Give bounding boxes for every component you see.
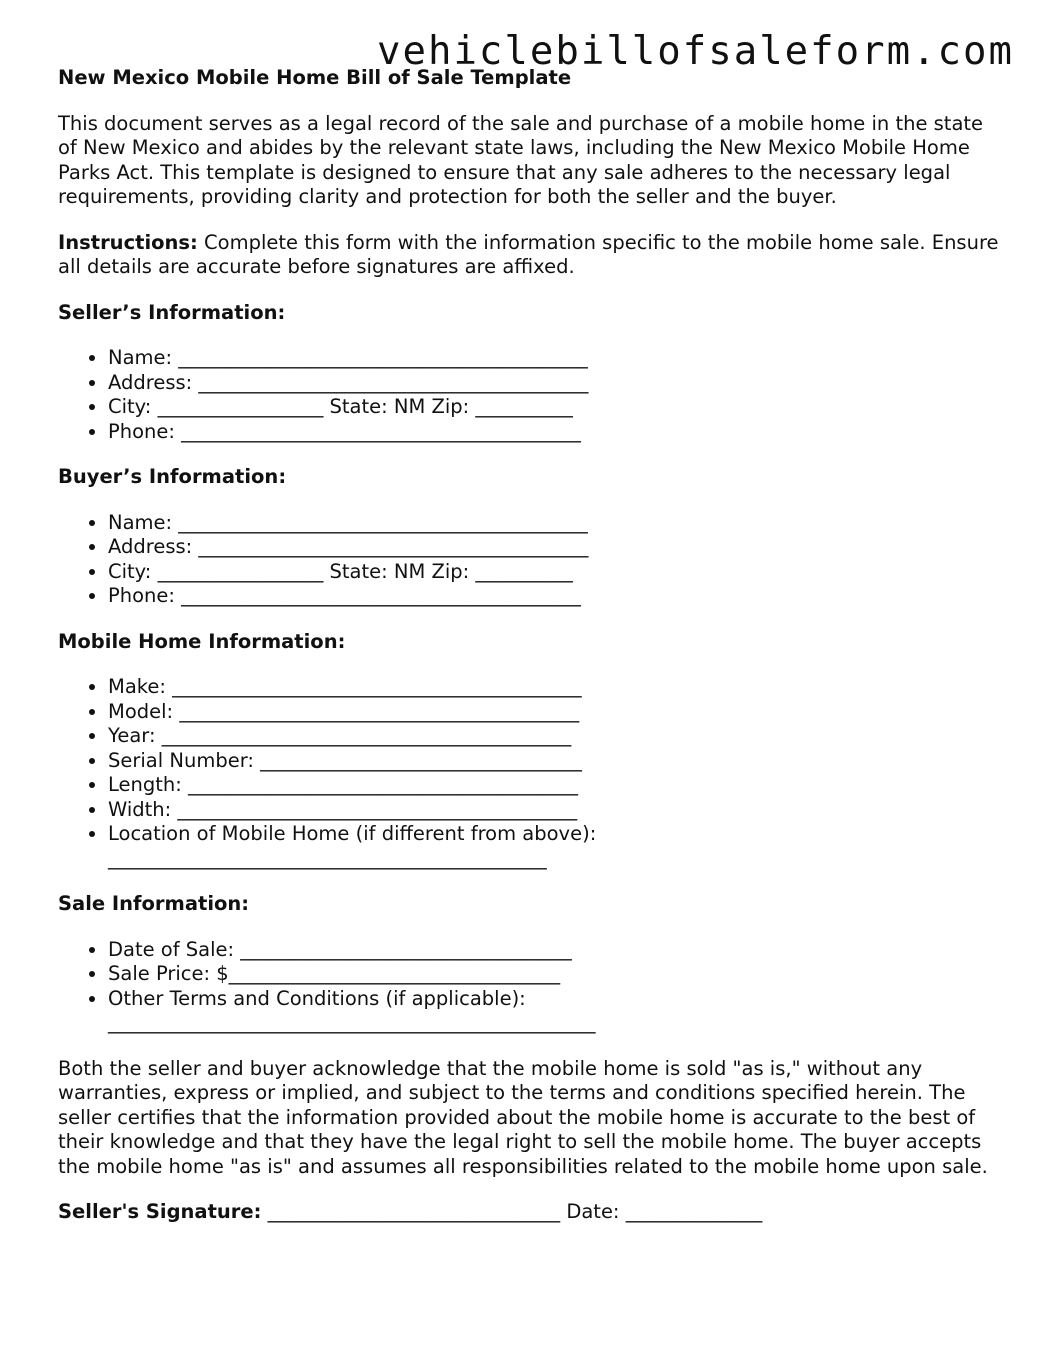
seller-signature-row: [58, 1200, 1008, 1225]
acknowledgement-paragraph: Both the seller and buyer acknowledge that the mobile home is sold "as is," without any warranties, express or implied, and subject to the terms and conditions specified herein. The seller certifies that the information provided about the mobile home is accurate to the best of their knowledge and that they have the legal right to sell the mobile home. The buyer accepts the mobile home "as is" and assumes all responsibilities related to the mobile home upon sale.: [58, 1056, 988, 1178]
seller-address-field[interactable]: • Address: ________________________________________: [108, 371, 1008, 396]
home-year-field[interactable]: • Year: __________________________________________: [108, 724, 1008, 749]
home-serial-number-field[interactable]: • Serial Number: _________________________________: [108, 749, 1008, 774]
seller-phone-field[interactable]: • Phone: _________________________________________: [108, 420, 1008, 445]
sale-terms-blank[interactable]: __________________________________________________: [108, 1011, 596, 1034]
seller-section-heading: Seller’s Information:: [58, 300, 286, 324]
home-location-label: Location of Mobile Home (if different from above):: [108, 822, 597, 845]
seller-name-field[interactable]: • Name: __________________________________________: [108, 346, 1008, 371]
mobile-home-section-heading: Mobile Home Information:: [58, 629, 346, 653]
mobile-home-info-list: [58, 675, 1008, 871]
instructions-paragraph: [58, 231, 1008, 280]
seller-signature-label: Seller's Signature:: [58, 1200, 262, 1223]
buyer-phone-field[interactable]: • Phone: _________________________________________: [108, 584, 1008, 609]
home-model-field[interactable]: • Model: _________________________________________: [108, 700, 1008, 725]
seller-signature-blank[interactable]: ______________________________: [261, 1200, 567, 1223]
home-location-field[interactable]: [108, 822, 1008, 871]
buyer-section-heading: Buyer’s Information:: [58, 465, 287, 488]
sale-section-heading: Sale Information:: [58, 892, 250, 915]
buyer-city-state-zip-field[interactable]: • City: _________________ State: NM Zip: __________: [108, 560, 1008, 585]
buyer-name-field[interactable]: • Name: __________________________________________: [108, 511, 1008, 536]
intro-paragraph: This document serves as a legal record of the sale and purchase of a mobile home in the state of New Mexico and abides by the relevant state laws, including the New Mexico Mobile Home Parks Act. This template is designed to ensure that any sale adheres to the necessary legal requirements, providing clarity and protection for both the seller and the buyer.: [58, 111, 984, 208]
sale-date-field[interactable]: • Date of Sale: __________________________________: [108, 938, 1008, 963]
sale-info-list: [58, 938, 1008, 1036]
sale-price-field[interactable]: • Sale Price: $__________________________________: [108, 962, 1008, 987]
home-make-field[interactable]: • Make: __________________________________________: [108, 675, 1008, 700]
page-title: New Mexico Mobile Home Bill of Sale Template: [58, 66, 572, 89]
signature-date-field[interactable]: Date: ______________: [566, 1200, 763, 1223]
buyer-info-list: [58, 511, 1008, 609]
instructions-text: Complete this form with the information specific to the mobile home sale. Ensure all details are accurate before signatures are affixed.: [58, 230, 999, 278]
document-body: [58, 66, 1008, 1225]
instructions-label: Instructions:: [58, 230, 198, 254]
sale-terms-label: Other Terms and Conditions (if applicable):: [108, 986, 526, 1010]
sale-terms-field[interactable]: [108, 987, 1008, 1036]
home-length-field[interactable]: • Length: ________________________________________: [108, 773, 1008, 798]
home-width-field[interactable]: • Width: _________________________________________: [108, 798, 1008, 823]
home-location-blank[interactable]: _____________________________________________: [108, 846, 547, 870]
watermark-text: vehiclebillofsaleform.com: [377, 29, 1014, 74]
buyer-address-field[interactable]: • Address: ________________________________________: [108, 535, 1008, 560]
seller-city-state-zip-field[interactable]: • City: _________________ State: NM Zip: __________: [108, 395, 1008, 420]
seller-info-list: [58, 346, 1008, 444]
